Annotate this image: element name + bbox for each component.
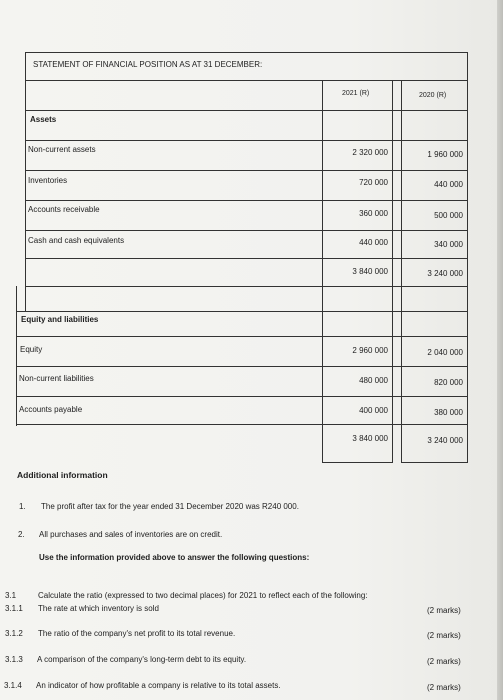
row-separator — [16, 311, 468, 312]
value-2021: 440 000 — [359, 238, 388, 247]
question-text: The ratio of the company's net profit to its total revenue. — [38, 629, 236, 638]
value-2020: 440 000 — [434, 180, 463, 189]
row-separator — [25, 140, 468, 141]
statement-title: STATEMENT OF FINANCIAL POSITION AS AT 31 DECEMBER: — [33, 60, 263, 69]
assets-total-2021: 3 840 000 — [352, 267, 388, 276]
row-separator — [25, 110, 468, 111]
value-2020: 820 000 — [434, 378, 463, 387]
row-label-accounts-payable: Accounts payable — [19, 405, 83, 414]
row-separator — [25, 230, 468, 231]
instruction-text: Use the information provided above to answer the following questions: — [39, 553, 310, 562]
info-item-number: 1. — [19, 502, 26, 511]
info-item-text: The profit after tax for the year ended 31 December 2020 was R240 000. — [41, 502, 299, 511]
table-border — [322, 462, 393, 463]
table-border — [467, 80, 468, 463]
value-2020: 2 040 000 — [427, 348, 463, 357]
column-header-2021: 2021 (R) — [342, 90, 370, 97]
question-number: 3.1.3 — [5, 655, 23, 664]
table-border — [25, 52, 468, 53]
question-text: A comparison of the company's long-term debt to its equity. — [37, 655, 247, 664]
table-border — [401, 462, 468, 463]
table-border — [322, 80, 323, 463]
equity-total-2021: 3 840 000 — [352, 434, 388, 443]
table-border — [16, 286, 17, 426]
value-2021: 360 000 — [359, 209, 388, 218]
question-marks: (2 marks) — [427, 631, 461, 640]
info-item-text: All purchases and sales of inventories are on credit. — [39, 530, 223, 539]
value-2021: 2 960 000 — [352, 346, 388, 355]
value-2021: 400 000 — [359, 406, 388, 415]
row-separator — [16, 396, 468, 397]
question-number: 3.1.2 — [5, 629, 23, 638]
row-label-accounts-receivable: Accounts receivable — [28, 205, 100, 214]
question-number: 3.1.1 — [5, 604, 23, 613]
additional-info-heading: Additional information — [17, 470, 108, 480]
row-separator — [25, 258, 468, 259]
question-marks: (2 marks) — [427, 657, 461, 666]
row-label-cash: Cash and cash equivalents — [28, 236, 125, 245]
info-item-number: 2. — [18, 530, 25, 539]
question-text: An indicator of how profitable a company is relative to its total assets. — [36, 681, 281, 690]
question-marks: (2 marks) — [427, 683, 461, 692]
table-border — [25, 52, 26, 312]
value-2020: 380 000 — [434, 408, 463, 417]
question-text: The rate at which inventory is sold — [38, 604, 159, 613]
table-border — [401, 80, 402, 463]
row-label-non-current-assets: Non-current assets — [28, 145, 96, 154]
row-separator — [16, 424, 468, 425]
assets-total-2020: 3 240 000 — [427, 269, 463, 278]
row-label-non-current-liabilities: Non-current liabilities — [19, 374, 94, 383]
equity-heading: Equity and liabilities — [21, 315, 99, 324]
question-3-1-text: Calculate the ratio (expressed to two decimal places) for 2021 to reflect each of the following: — [38, 591, 368, 600]
value-2020: 500 000 — [434, 211, 463, 220]
row-label-inventories: Inventories — [28, 176, 68, 185]
value-2021: 2 320 000 — [352, 148, 388, 157]
equity-total-2020: 3 240 000 — [427, 436, 463, 445]
value-2020: 1 960 000 — [427, 150, 463, 159]
row-separator — [25, 286, 468, 287]
row-separator — [25, 170, 468, 171]
question-number: 3.1.4 — [4, 681, 22, 690]
question-3-1-number: 3.1 — [5, 591, 17, 600]
row-separator — [25, 200, 468, 201]
row-separator — [16, 336, 468, 337]
value-2021: 480 000 — [359, 376, 388, 385]
value-2020: 340 000 — [434, 240, 463, 249]
column-header-2020: 2020 (R) — [419, 92, 447, 99]
row-label-equity: Equity — [20, 345, 43, 354]
table-border — [467, 52, 468, 80]
page-edge — [497, 0, 503, 700]
table-border — [392, 80, 393, 463]
assets-heading: Assets — [30, 115, 57, 124]
value-2021: 720 000 — [359, 178, 388, 187]
row-separator — [16, 366, 468, 367]
question-marks: (2 marks) — [427, 606, 461, 615]
